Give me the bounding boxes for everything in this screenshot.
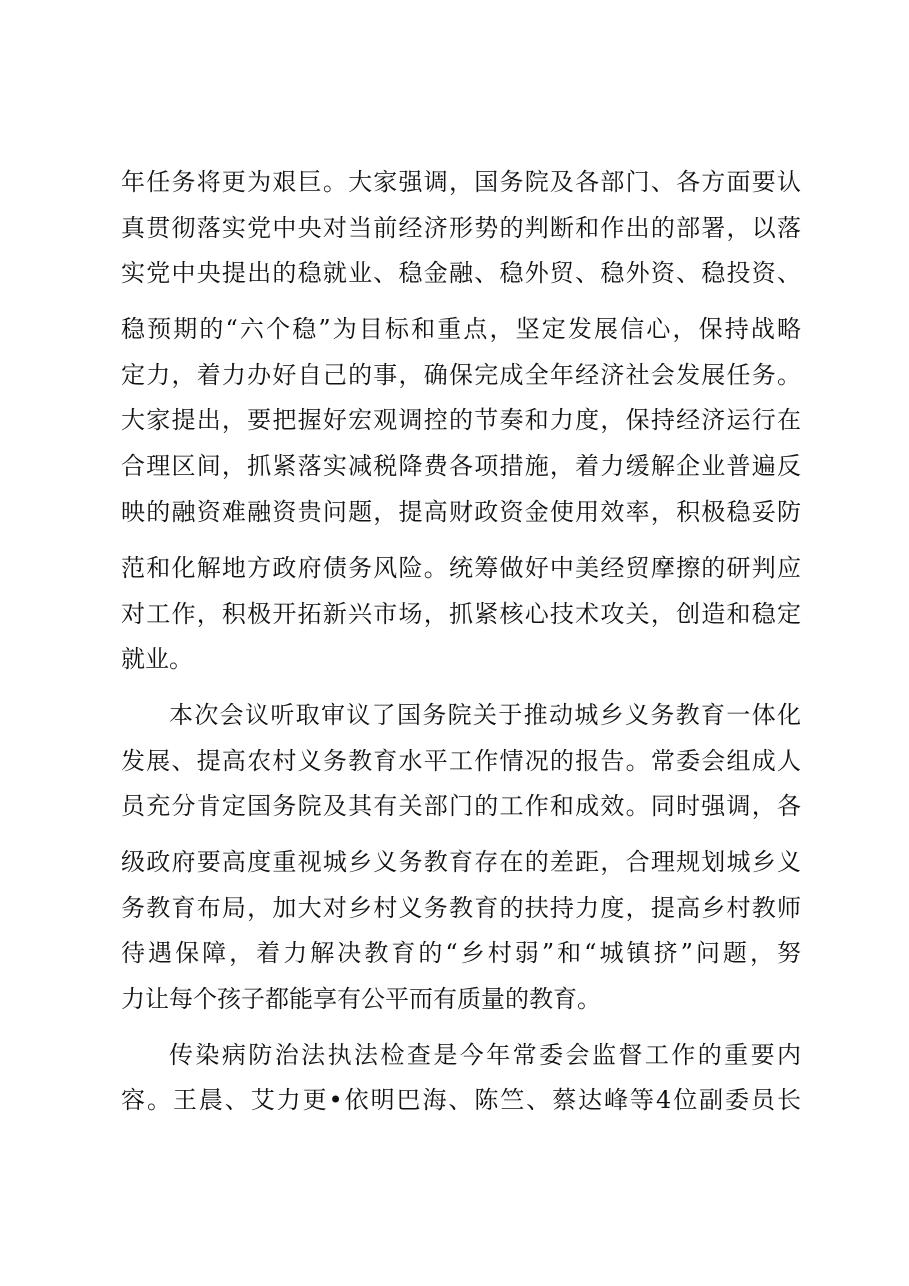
text-line: 稳预期的“六个稳”为目标和重点，坚定发展信心，保持战略 bbox=[121, 315, 801, 343]
text-line: 容。王晨、艾力更•依明巴海、陈竺、蔡达峰等4位副委员长 bbox=[121, 1086, 801, 1114]
text-line: 映的融资难融资贵问题，提高财政资金使用效率，积极稳妥防 bbox=[121, 498, 801, 526]
text-line: 力让每个孩子都能享有公平而有质量的教育。 bbox=[121, 985, 601, 1013]
text-line: 年任务将更为艰巨。大家强调，国务院及各部门、各方面要认 bbox=[121, 168, 801, 196]
text-line: 就业。 bbox=[121, 645, 193, 673]
text-line: 本次会议听取审议了国务院关于推动城乡义务教育一体化 bbox=[169, 701, 801, 729]
text-line: 实党中央提出的稳就业、稳金融、稳外贸、稳外资、稳投资、 bbox=[121, 259, 801, 287]
text-line: 传染病防治法执法检查是今年常委会监督工作的重要内 bbox=[169, 1041, 801, 1069]
text-line: 待遇保障，着力解决教育的“乡村弱”和“城镇挤”问题，努 bbox=[121, 939, 801, 967]
text-line: 务教育布局，加大对乡村义务教育的扶持力度，提高乡村教师 bbox=[121, 894, 801, 922]
text-line: 定力，着力办好自己的事，确保完成全年经济社会发展任务。 bbox=[121, 361, 801, 389]
text-line: 范和化解地方政府债务风险。统筹做好中美经贸摩擦的研判应 bbox=[121, 554, 801, 582]
text-line: 对工作，积极开拓新兴市场，抓紧核心技术攻关，创造和稳定 bbox=[121, 600, 801, 628]
text-line: 大家提出，要把握好宏观调控的节奏和力度，保持经济运行在 bbox=[121, 406, 801, 434]
text-line: 发展、提高农村义务教育水平工作情况的报告。常委会组成人 bbox=[121, 747, 801, 775]
text-line: 真贯彻落实党中央对当前经济形势的判断和作出的部署，以落 bbox=[121, 214, 801, 242]
text-line: 员充分肯定国务院及其有关部门的工作和成效。同时强调，各 bbox=[121, 792, 801, 820]
text-line: 级政府要高度重视城乡义务教育存在的差距，合理规划城乡义 bbox=[121, 848, 801, 876]
text-line: 合理区间，抓紧落实减税降费各项措施，着力缓解企业普遍反 bbox=[121, 452, 801, 480]
